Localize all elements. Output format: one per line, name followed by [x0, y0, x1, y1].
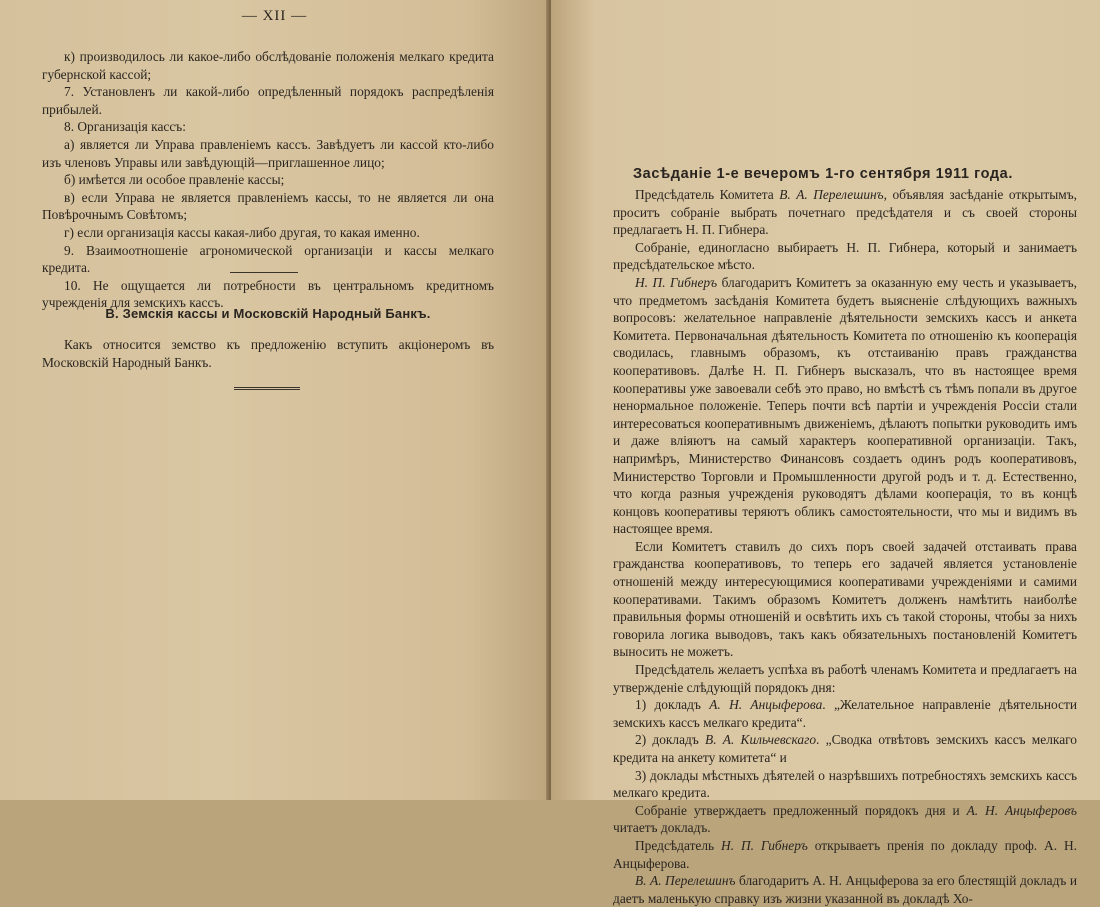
paragraph-text: . „Желательное направленіе дѣятельности земскихъ кассъ мелкаго кредита“. [613, 697, 1077, 730]
paragraph-text: 1) докладъ [635, 697, 710, 713]
minutes-paragraph [613, 239, 1077, 274]
minutes-paragraph [613, 872, 1077, 907]
left-page [0, 0, 549, 800]
minutes-paragraph [613, 802, 1077, 837]
list-item: а) является ли Управа правленіемъ кассъ. Завѣдуетъ ли кассой кто-либо изъ членовъ Управы или завѣдующій—приглашенное лицо; [42, 136, 494, 170]
minutes-paragraph [613, 767, 1077, 802]
paragraph-text: открываетъ пренія по докладу проф. А. Н. Анцыферова. [613, 837, 1077, 871]
paragraph-text: Собраніе утверждаетъ предложенный порядокъ дня и [635, 802, 967, 818]
speaker-name: Н. П. Гибнеръ [721, 837, 808, 853]
list-item: б) имѣется ли особое правленіе кассы; [64, 172, 285, 188]
list-item: в) если Управа не является правленіемъ кассы, то не является ли она Повѣрочнымъ Совѣтомъ; [42, 189, 494, 223]
paragraph-text: читаетъ докладъ. [613, 820, 711, 836]
speaker-name: А. Н. Анцыферовъ [966, 802, 1077, 818]
right-page [551, 0, 1100, 906]
paragraph-text: Предсѣдатель желаетъ успѣха въ работѣ членамъ Комитета и предлагаетъ на утвержденіе слѣдующій порядокъ дня: [613, 662, 1077, 695]
minutes-paragraph [613, 274, 1077, 538]
paragraph-text: 3) доклады мѣстныхъ дѣятелей о назрѣвшихъ потребностяхъ земскихъ кассъ мелкаго кредита. [613, 767, 1077, 801]
section-heading: В. Земскія кассы и Московскій Народный Банкъ. [105, 306, 431, 321]
minutes-paragraph [613, 731, 1077, 766]
minutes-paragraph [613, 186, 1077, 239]
paragraph-text: , объявляя засѣданіе открытымъ, проситъ собраніе выбрать почетнаго предсѣдателя и съ своей стороны предлагаетъ Н. П. Гибнера. [613, 187, 1078, 238]
paragraph-text: благодаритъ А. Н. Анцыферова за его блестящій докладъ и даетъ маленькую справку изъ жизни указанной въ докладѣ Хо- [613, 873, 1078, 906]
paragraph-text: Если Комитетъ ставилъ до сихъ поръ своей задачей отстаивать права гражданства кооперативовъ, то теперь его задачей является установленіе отношеній между интересующимися кооперативами учрежденіями и самими кооперативами. Такимъ образомъ Комитетъ долженъ намѣтить наиболѣе правильныя формы отношеній и освѣтить ихъ съ такой стороны, чтобы за нихъ говорила логика выводовъ, такъ какъ обязательныхъ постановленій Комитетъ выносить не можетъ. [613, 538, 1077, 660]
list-item: 8. Организація кассъ: [64, 119, 186, 135]
list-item: г) если организація кассы какая-либо другая, то какая именно. [64, 224, 420, 240]
section-paragraph-text: Какъ относится земство къ предложенію вступить акціонеромъ въ Московскій Народный Банкъ. [42, 337, 494, 370]
running-head: — XII — [241, 8, 308, 24]
speaker-name: Н. П. Гибнеръ [635, 274, 718, 290]
list-item: 9. Взаимоотношеніе агрономической организаціи и кассы мелкаго кредита. [42, 242, 494, 276]
minutes-paragraph [613, 538, 1077, 661]
minutes-paragraph [613, 696, 1077, 731]
minutes-paragraph [613, 661, 1077, 696]
paragraph-text: Предсѣдатель [635, 837, 722, 853]
minutes-paragraph [613, 837, 1077, 872]
list-item: 10. Не ощущается ли потребности въ центральномъ кредитномъ учрежденія для земскихъ кассъ. [42, 277, 494, 311]
paragraph-text: благодаритъ Комитетъ за оказанную ему честь и указываетъ, что предметомъ засѣданія Комитета будетъ выясненіе слѣдующихъ важныхъ вопросовъ: желательное направленіе дѣятельности земскихъ кассъ и анкета Комитета. Первоначальная дѣятельность Комитета по отношенію къ кооперація сводилась, главнымъ образомъ, къ отстаиванію правъ гражданства кооперативовъ. Далѣе Н. П. Гибнеръ высказалъ, что въ настоящее время кооперативы уже завоевали себѣ это право, но вмѣстѣ съ тѣмъ попали въ другое ненормальное положеніе. Теперь почти всѣ партіи и учрежденія Россіи стали интересоваться кооперативнымъ движеніемъ, дѣлаютъ попытки руководить имъ и даже вліяютъ на самый характеръ кооперативной организаціи. Такъ, напримѣръ, Министерство Финансовъ создаетъ одинъ родъ кооперативовъ, Министерство Торговли и Промышленности другой родъ и т. д. Естественно, что когда разныя учрежденія руководятъ дѣлами кооперація, то въ концѣ концовъ кооперативы теряютъ обликъ самостоятельности, что мы и видимъ въ настоящее время. [613, 274, 1077, 537]
end-divider [234, 387, 300, 390]
section-divider [230, 272, 298, 273]
list-item: к) производилось ли какое-либо обслѣдованіе положенія мелкаго кредита губернской кассой; [42, 49, 494, 82]
paragraph-text: . „Сводка отвѣтовъ земскихъ кассъ мелкаго кредита на анкету комитета“ и [613, 732, 1077, 765]
speaker-name: А. Н. Анцыферова [709, 697, 823, 713]
speaker-name: В. А. Перелешинъ [779, 187, 884, 202]
minutes-body [613, 186, 1077, 907]
speaker-name: В. А. Кильчевскаго [705, 732, 817, 748]
session-heading: Засѣданіе 1-е вечеромъ 1-го сентября 1911 года. [633, 166, 1013, 182]
paragraph-text: Предсѣдатель Комитета [635, 187, 780, 202]
paragraph-text: Собраніе, единогласно выбираетъ Н. П. Гибнера, который и занимаетъ предсѣдательское мѣсто. [613, 239, 1077, 273]
speaker-name: В. А. Перелешинъ [635, 873, 736, 889]
paragraph-text: 2) докладъ [635, 732, 706, 748]
section-paragraph [42, 336, 494, 371]
list-item: 7. Установленъ ли какой-либо опредѣленный порядокъ распредѣленія прибылей. [42, 84, 494, 117]
